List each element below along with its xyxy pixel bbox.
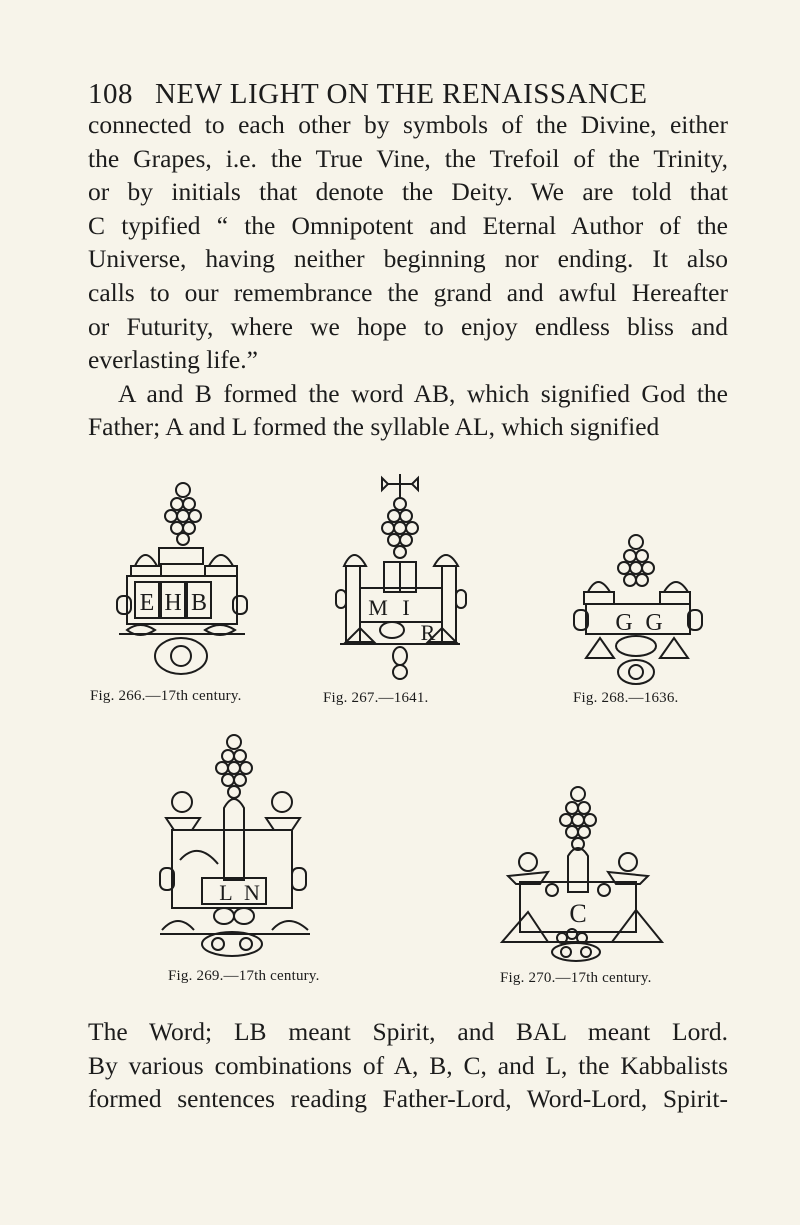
text-line: everlasting life.” (88, 345, 258, 375)
text-line: calls to our remembrance the grand and awful Hereafter (88, 277, 728, 307)
caption-266: Fig. 266.—17th century. (90, 688, 242, 704)
figure-270 (492, 782, 672, 962)
initial-letter: G (615, 610, 633, 636)
text-line: Universe, having neither beginning nor ending. It also (88, 244, 728, 274)
figure-269 (148, 730, 328, 960)
caption-269: Fig. 269.—17th century. (168, 968, 320, 984)
initial-letter: R (420, 620, 436, 645)
body-text-bottom (88, 1015, 728, 1116)
text-line: Father; A and L formed the syllable AL, which signified (88, 412, 660, 442)
figure-268 (560, 530, 710, 690)
running-header (88, 78, 728, 111)
page-number: 108 (88, 78, 133, 110)
watermark-266-illustration (105, 478, 255, 683)
text-line: C typified “ the Omnipotent and Eternal Author of the (88, 210, 728, 240)
watermark-268-illustration (560, 530, 710, 690)
initial-letter: L (219, 880, 233, 905)
initial-letter: B (190, 590, 208, 616)
text-line: connected to each other by symbols of the Divine, either (88, 110, 728, 139)
initial-letter: I (402, 595, 410, 620)
initial-letter: G (645, 610, 663, 636)
text-line: The Word; LB meant Spirit, and BAL meant Lord. (88, 1017, 728, 1046)
text-line: the Grapes, i.e. the True Vine, the Trefoil of the Trinity, (88, 143, 728, 173)
watermark-269-illustration (148, 730, 328, 960)
initial-letter: N (244, 880, 260, 905)
text-line: formed sentences reading Father-Lord, Word-Lord, Spirit- (88, 1084, 728, 1114)
text-line: By various combinations of A, B, C, and L, the Kabbalists (88, 1050, 728, 1080)
initial-letter: E (139, 590, 155, 616)
initial-letter: C (569, 899, 587, 928)
text-line: A and B formed the word AB, which signified God the (118, 378, 728, 408)
text-line: or Futurity, where we hope to enjoy endless bliss and (88, 311, 728, 341)
running-title: NEW LIGHT ON THE RENAISSANCE (155, 78, 648, 110)
caption-267: Fig. 267.—1641. (323, 690, 429, 706)
initial-letter: H (164, 590, 182, 616)
initial-letter: M (368, 595, 388, 620)
watermark-270-illustration (492, 782, 672, 962)
text-line: or by initials that denote the Deity. We are told that (88, 177, 728, 207)
body-text-top (88, 108, 728, 444)
watermark-267-illustration (330, 470, 470, 680)
figure-267 (330, 470, 470, 680)
caption-268: Fig. 268.—1636. (573, 690, 679, 706)
caption-270: Fig. 270.—17th century. (500, 970, 652, 986)
figure-266 (105, 478, 255, 683)
